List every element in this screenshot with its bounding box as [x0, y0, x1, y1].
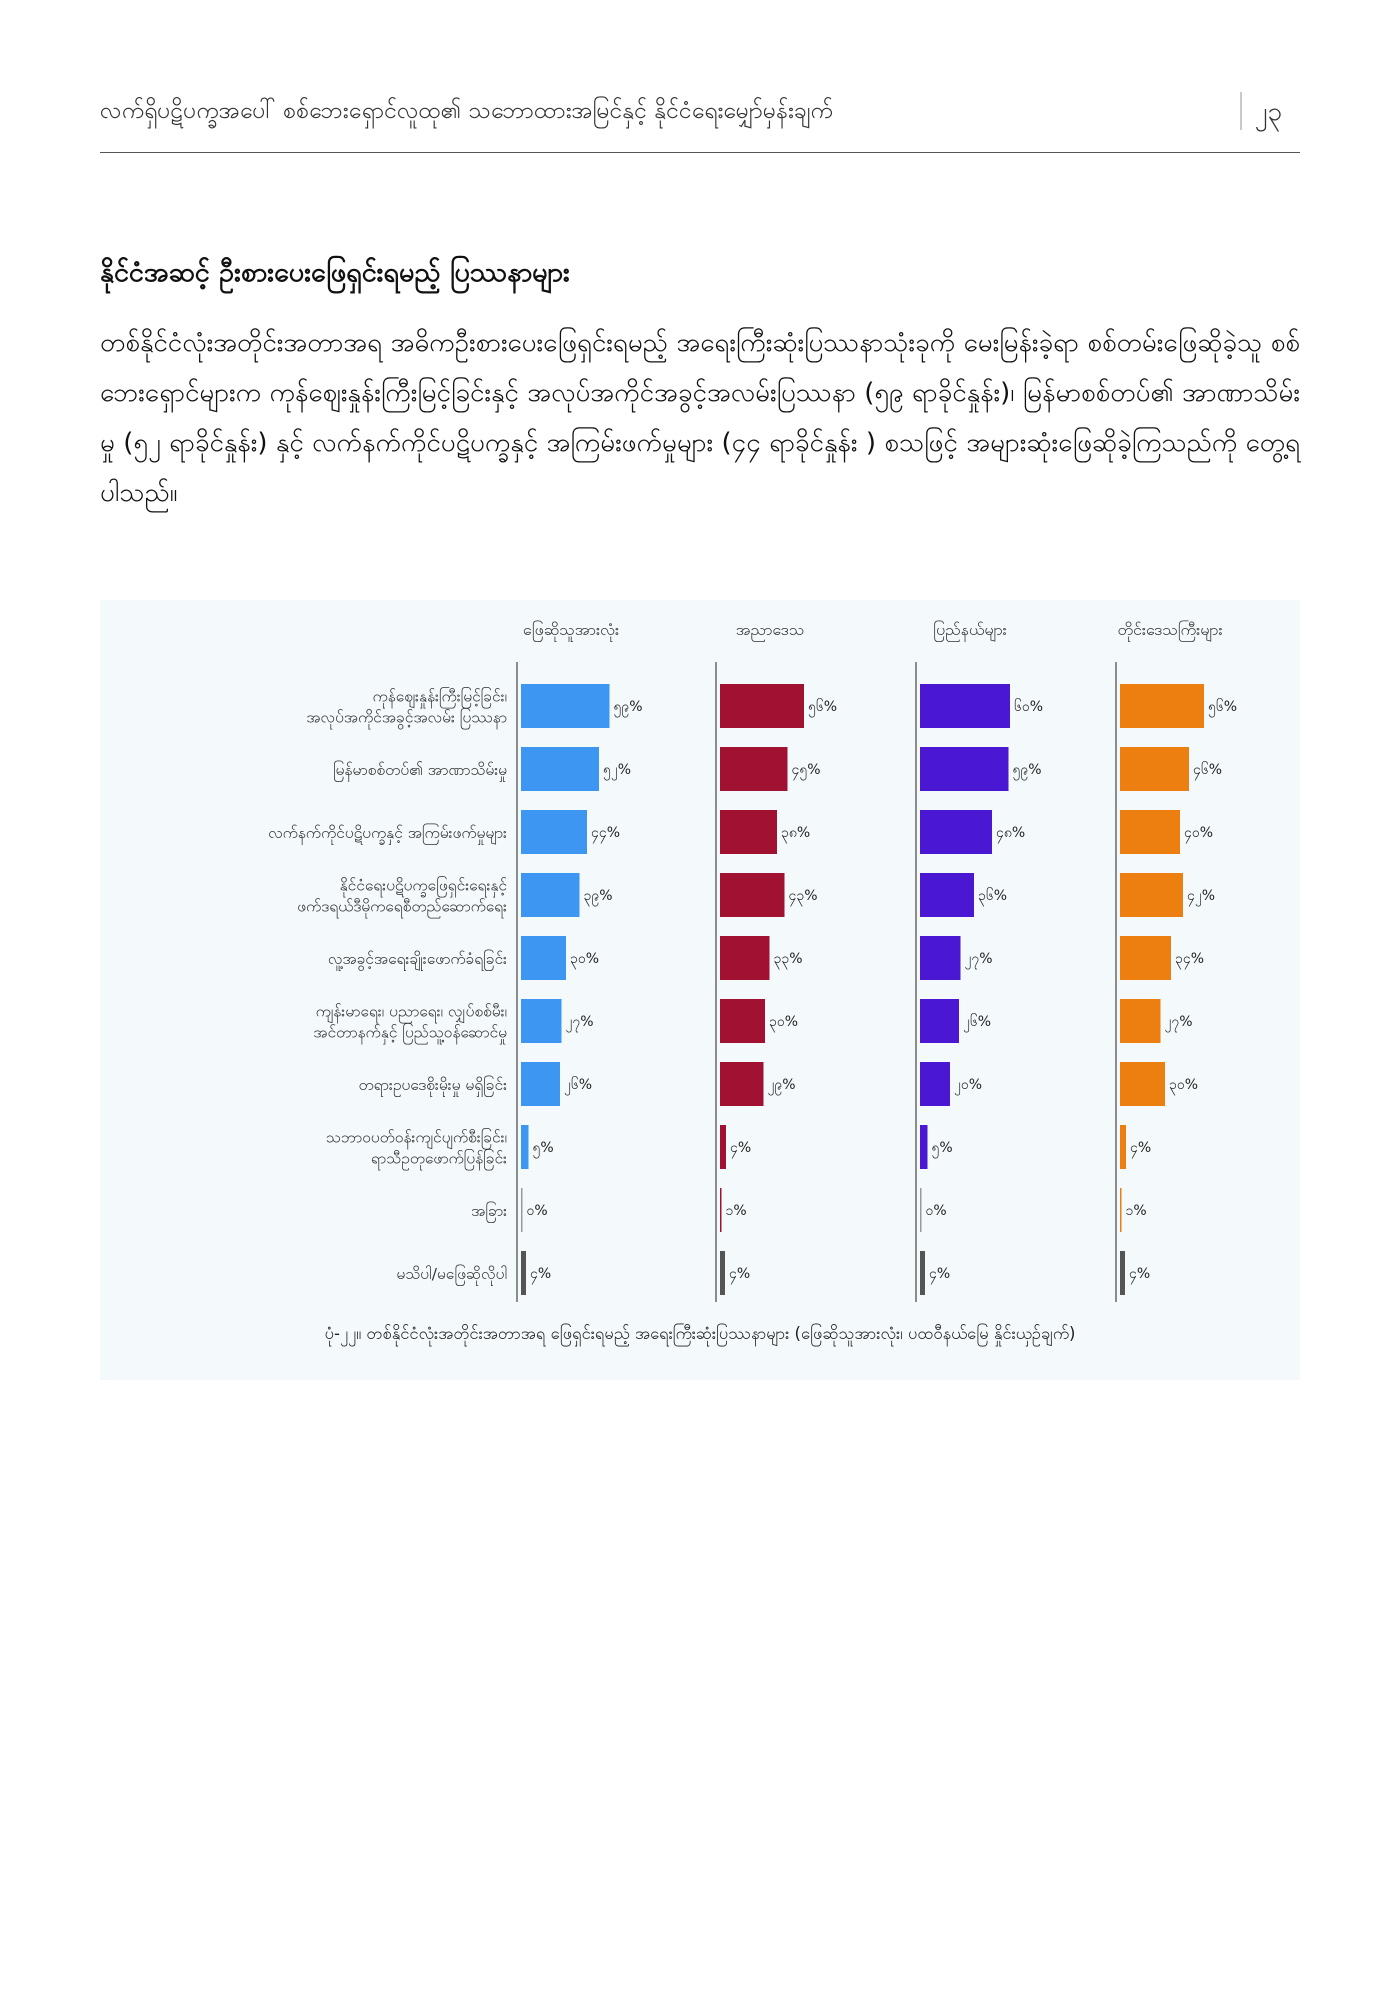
- bar-value-label: ၅၆%: [808, 699, 838, 715]
- bar-value-label: ၄၂%: [1187, 888, 1216, 904]
- bar-value-label: ၅၉%: [1012, 762, 1042, 778]
- bar-value-label: ၄%: [1129, 1266, 1151, 1282]
- bar-value-label: ၅၉%: [613, 699, 643, 715]
- bar-3-9: [920, 1188, 922, 1232]
- bar-value-label: ၂၇%: [964, 951, 993, 967]
- bar-value-label: ၃၃%: [773, 951, 803, 967]
- bar-4-6: [1120, 999, 1161, 1043]
- bar-4-10: [1120, 1251, 1125, 1295]
- bar-value-label: ၁%: [725, 1203, 747, 1219]
- category-label: ရာသီဥတုဖောက်ပြန်ခြင်း: [370, 1149, 507, 1168]
- bar-1-7: [521, 1062, 560, 1106]
- category-label: လက်နက်ကိုင်ပဋိပက္ခနှင့် အကြမ်းဖက်မှုများ: [268, 824, 507, 842]
- bar-value-label: ၄၄%: [591, 825, 621, 841]
- bar-2-9: [720, 1188, 722, 1232]
- bar-3-3: [920, 810, 992, 854]
- bar-value-label: ၄၀%: [1184, 825, 1214, 841]
- bar-3-7: [920, 1062, 950, 1106]
- bar-value-label: ၁%: [1125, 1203, 1147, 1219]
- bar-1-4: [521, 873, 580, 917]
- series-header-1: ဖြေဆိုသူအားလုံး: [522, 620, 620, 639]
- category-label: နိုင်ငံရေးပဋိပက္ခဖြေရှင်းရေးနှင့်: [339, 876, 507, 895]
- series-header-4: တိုင်းဒေသကြီးများ: [1117, 620, 1223, 639]
- bar-value-label: ၃၆%: [978, 888, 1008, 904]
- bar-2-6: [720, 999, 765, 1043]
- running-title: လက်ရှိပဋိပက္ခအပေါ် စစ်ဘေးရှောင်လူထု၏ သဘောထားအမြင်နှင့် နိုင်ငံရေးမျှော်မှန်းချက်: [100, 98, 833, 124]
- bar-1-5: [521, 936, 566, 980]
- bar-3-5: [920, 936, 961, 980]
- bar-value-label: ၅၆%: [1208, 699, 1238, 715]
- bar-3-1: [920, 684, 1010, 728]
- category-label: ဖက်ဒရယ်ဒီမိုကရေစီတည်ဆောက်ရေး: [297, 897, 507, 916]
- bar-value-label: ၄၈%: [996, 825, 1026, 841]
- header-divider: [1240, 92, 1242, 130]
- bar-value-label: ၆၀%: [1014, 699, 1044, 715]
- bar-value-label: ၃၀%: [769, 1014, 799, 1030]
- bar-1-1: [521, 684, 610, 728]
- bar-value-label: ၃၀%: [570, 951, 600, 967]
- category-label: ကုန်ဈေးနှုန်းကြီးမြင့်ခြင်း၊: [372, 687, 507, 706]
- bar-value-label: ၅၂%: [603, 762, 632, 778]
- bar-2-4: [720, 873, 785, 917]
- bar-4-1: [1120, 684, 1204, 728]
- bar-value-label: ၄၅%: [791, 762, 821, 778]
- bar-1-3: [521, 810, 587, 854]
- bar-value-label: ၃၄%: [1175, 951, 1205, 967]
- bar-2-3: [720, 810, 777, 854]
- bar-4-4: [1120, 873, 1183, 917]
- bar-2-1: [720, 684, 804, 728]
- bar-1-9: [521, 1188, 523, 1232]
- bar-value-label: ၄၃%: [788, 888, 818, 904]
- figure-panel: [100, 600, 1300, 1380]
- bar-value-label: ၂၆%: [564, 1077, 593, 1093]
- bar-2-2: [720, 747, 788, 791]
- category-label: အလုပ်အကိုင်အခွင့်အလမ်း ပြဿနာ: [306, 708, 507, 727]
- bar-value-label: ၅%: [532, 1140, 554, 1156]
- category-label: အခြား: [471, 1202, 507, 1220]
- bar-3-2: [920, 747, 1009, 791]
- bar-value-label: ၂၇%: [565, 1014, 594, 1030]
- figure-caption: ပုံ-၂၂။ တစ်နိုင်ငံလုံးအတိုင်းအတာအရ ဖြေရှင်းရမည့် အရေးကြီးဆုံးပြဿနာများ (ဖြေဆိုသူအားလုံး၊ ပထဝီနယ်မြေ နှိုင်းယှဉ်ချက်): [324, 1324, 1076, 1343]
- bar-3-10: [920, 1251, 925, 1295]
- bar-value-label: ၄%: [530, 1266, 552, 1282]
- bar-1-6: [521, 999, 562, 1043]
- section-heading: နိုင်ငံအဆင့် ဦးစားပေးဖြေရှင်းရမည့် ပြဿနာများ: [100, 257, 570, 288]
- category-label: မသိပါ/မဖြေဆိုလိုပါ: [396, 1265, 507, 1283]
- bar-2-5: [720, 936, 770, 980]
- page-header: [100, 92, 1300, 153]
- bar-value-label: ၂၉%: [767, 1077, 796, 1093]
- bar-3-4: [920, 873, 974, 917]
- bar-4-5: [1120, 936, 1171, 980]
- bar-4-7: [1120, 1062, 1165, 1106]
- page-number: ၂၃: [1254, 97, 1282, 127]
- bar-value-label: ၄%: [729, 1266, 751, 1282]
- category-label: ကျန်းမာရေး၊ ပညာရေး၊ လျှပ်စစ်မီး၊: [315, 1002, 507, 1021]
- category-label: မြန်မာစစ်တပ်၏ အာဏာသိမ်းမှု: [332, 761, 507, 779]
- bar-4-9: [1120, 1188, 1122, 1232]
- bar-value-label: ၂၀%: [954, 1077, 983, 1093]
- bar-value-label: ၂၇%: [1164, 1014, 1193, 1030]
- bar-value-label: ၃၈%: [781, 825, 811, 841]
- bar-value-label: ၀%: [925, 1203, 947, 1219]
- category-label: သဘာဝပတ်ဝန်းကျင်ပျက်စီးခြင်း၊: [325, 1128, 507, 1147]
- bar-value-label: ၀%: [526, 1203, 548, 1219]
- bar-4-3: [1120, 810, 1180, 854]
- bar-2-10: [720, 1251, 725, 1295]
- bar-value-label: ၄%: [1130, 1140, 1152, 1156]
- bar-value-label: ၂၆%: [963, 1014, 992, 1030]
- bar-3-8: [920, 1125, 928, 1169]
- series-header-2: အညာဒေသ: [735, 620, 805, 639]
- bar-1-2: [521, 747, 599, 791]
- bar-4-8: [1120, 1125, 1126, 1169]
- bar-4-2: [1120, 747, 1189, 791]
- bar-value-label: ၅%: [931, 1140, 953, 1156]
- grouped-bar-chart: [100, 600, 1300, 1315]
- bar-value-label: ၄%: [929, 1266, 951, 1282]
- bar-2-8: [720, 1125, 726, 1169]
- bar-value-label: ၄၆%: [1193, 762, 1223, 778]
- body-paragraph: တစ်နိုင်ငံလုံးအတိုင်းအတာအရ အဓိကဦးစားပေးဖြေရှင်းရမည့် အရေးကြီးဆုံးပြဿနာသုံးခုကို မေးမြန်းခဲ့ရာ စစ်တမ်းဖြေဆိုခဲ့သူ စစ်ဘေးရှောင်များက ကုန်ဈေးနှုန်းကြီးမြင့်ခြင်းနှင့် အလုပ်အကိုင်အခွင့်အလမ်းပြဿနာ (၅၉ ရာခိုင်နှုန်း)၊ မြန်မာစစ်တပ်၏ အာဏာသိမ်းမှု (၅၂ ရာခိုင်နှုန်း) နှင့် လက်နက်ကိုင်ပဋိပက္ခနှင့် အကြမ်းဖက်မှုများ (၄၄ ရာခိုင်နှုန်း ) စသဖြင့် အများဆုံးဖြေဆိုခဲ့ကြသည်ကို တွေ့ရပါသည်။: [100, 328, 1300, 508]
- category-label: တရားဥပဒေစိုးမိုးမှု မရှိခြင်း: [358, 1076, 507, 1094]
- bar-1-10: [521, 1251, 526, 1295]
- bar-3-6: [920, 999, 959, 1043]
- bar-value-label: ၃၉%: [583, 888, 613, 904]
- bar-value-label: ၃၀%: [1169, 1077, 1199, 1093]
- category-label: လူ့အခွင့်အရေးချိုးဖောက်ခံရခြင်း: [327, 950, 507, 968]
- bar-1-8: [521, 1125, 529, 1169]
- bar-value-label: ၄%: [730, 1140, 752, 1156]
- series-header-3: ပြည်နယ်များ: [933, 620, 1007, 639]
- category-label: အင်တာနက်နှင့် ပြည်သူ့ဝန်ဆောင်မှု: [313, 1023, 507, 1042]
- bar-2-7: [720, 1062, 764, 1106]
